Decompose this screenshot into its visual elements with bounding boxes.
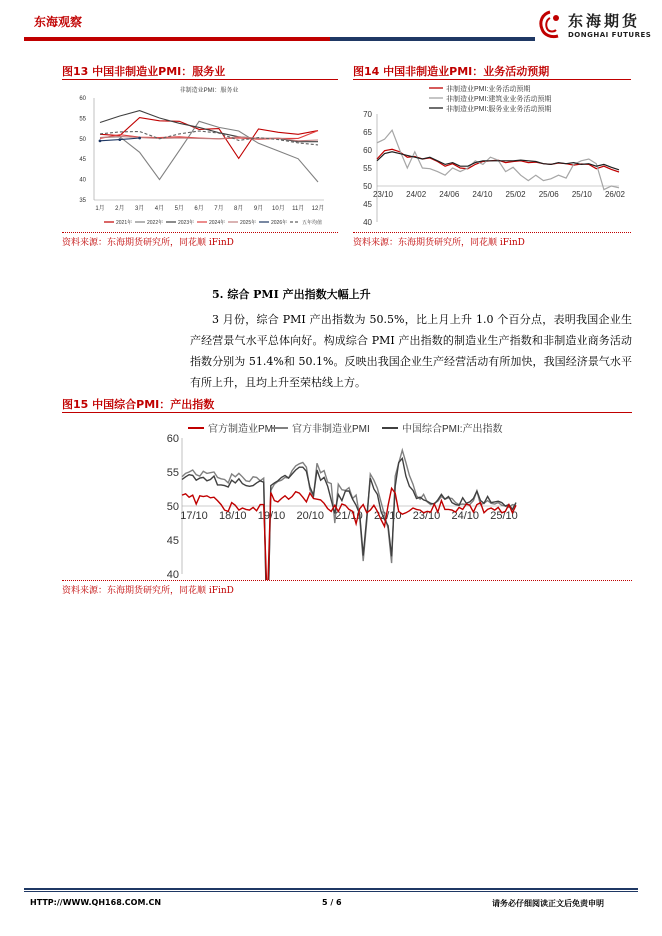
x-tick-label: 3月 (134, 206, 145, 212)
y-tick-label: 40 (363, 218, 372, 227)
y-tick-label: 40 (166, 569, 179, 580)
y-tick-label: 60 (363, 146, 372, 155)
legend-label: 官方非制造业PMI (292, 424, 370, 435)
x-tick-label: 22/10 (373, 510, 402, 522)
x-tick-label: 2月 (115, 206, 125, 212)
x-tick-label: 24/10 (451, 510, 480, 522)
header-divider-navy (330, 37, 535, 41)
fig15-title-rule (62, 412, 632, 413)
footer-rule (24, 888, 638, 890)
x-tick-label: 12月 (311, 206, 325, 212)
x-tick-label: 1月 (95, 206, 105, 212)
header-title: 东海观察 (34, 15, 83, 29)
legend-label: 官方制造业PMI (208, 424, 276, 435)
x-tick-label: 17/10 (180, 510, 208, 522)
legend-label: 非制造业PMI:服务业业务活动预期 (446, 106, 552, 113)
x-tick-label: 9月 (253, 206, 264, 212)
chart13-title: 非制造业PMI：服务业 (179, 88, 239, 94)
y-tick-label: 50 (363, 182, 372, 191)
y-tick-label: 45 (363, 200, 372, 209)
legend-label: 五年均值 (302, 220, 323, 226)
fig14-source: 资料来源：东海期货研究所，同花顺 iFinD (353, 238, 525, 248)
x-tick-label: 25/10 (490, 510, 518, 522)
legend-label: 2023年 (178, 220, 195, 226)
fig13-source-rule (62, 232, 338, 234)
fig14-title: 图14 中国非制造业PMI：业务活动预期 (353, 65, 550, 78)
y-tick-label: 60 (166, 433, 179, 445)
y-tick-label: 35 (79, 198, 86, 204)
legend-label: 2026年 (271, 220, 288, 226)
x-tick-label: 19/10 (257, 510, 286, 522)
fig15-chart (62, 416, 632, 580)
y-tick-label: 45 (79, 157, 86, 164)
x-tick-label: 25/02 (505, 190, 526, 199)
fig14-chart (353, 82, 631, 232)
y-tick-label: 65 (363, 128, 372, 137)
legend-label: 2022年 (147, 220, 164, 226)
section-heading: 5. 综合 PMI 产出指数大幅上升 (212, 288, 371, 301)
footer-url: HTTP://WWW.QH168.COM.CN (30, 898, 162, 907)
x-tick-label: 5月 (174, 206, 184, 212)
fig13-title: 图13 中国非制造业PMI：服务业 (62, 65, 226, 78)
fig15-source: 资料来源：东海期货研究所，同花顺 iFinD (62, 586, 234, 596)
fig14-source-rule (353, 232, 631, 234)
x-tick-label: 26/02 (604, 190, 626, 199)
y-tick-label: 60 (79, 96, 86, 102)
legend-label: 2021年 (116, 220, 133, 226)
data-point (118, 138, 121, 141)
y-tick-label: 55 (166, 467, 179, 479)
y-tick-label: 70 (363, 110, 372, 119)
logo-name-en: DONGHAI FUTURES (568, 31, 652, 39)
logo-name-cn: 东海期货 (568, 12, 641, 30)
legend-label: 2024年 (209, 220, 226, 226)
series-line (377, 130, 619, 189)
x-tick-label: 10月 (272, 206, 285, 212)
legend-label: 中国综合PMI:产出指数 (402, 424, 503, 435)
x-tick-label: 24/10 (472, 190, 493, 199)
data-point (138, 137, 141, 140)
y-tick-label: 40 (79, 177, 86, 184)
x-tick-label: 20/10 (296, 510, 325, 522)
fig14-title-rule (353, 79, 631, 80)
x-tick-label: 4月 (154, 206, 165, 212)
x-tick-label: 25/06 (538, 190, 559, 199)
x-tick-label: 6月 (194, 206, 204, 212)
x-tick-label: 25/10 (571, 190, 592, 199)
legend-label: 2025年 (240, 220, 257, 226)
x-tick-label: 18/10 (218, 510, 247, 522)
footer-page-number: 5 / 6 (322, 898, 342, 907)
y-tick-label: 50 (79, 136, 86, 143)
x-tick-label: 24/06 (439, 190, 460, 199)
legend-label: 非制造业PMI:建筑业业务活动预期 (446, 96, 552, 103)
section-paragraph: 3 月份，综合 PMI 产出指数为 50.5%，比上月上升 1.0 个百分点，表明我国企业生产经营景气水平总体向好。构成综合 PMI 产出指数的制造业生产指数和非制造业商务活动指数分别为 51.4%和 50.1%。反映出我国企业生产经营活动有所加快，我国经济景气水平有所上升，且均上升至荣枯线上方。 (190, 313, 632, 389)
y-tick-label: 45 (166, 535, 179, 547)
x-tick-label: 23/10 (372, 190, 394, 199)
dragon-logo-icon (536, 10, 564, 40)
fig15-source-rule (62, 580, 632, 582)
footer-disclaimer: 请务必仔细阅读正文后免责申明 (492, 899, 604, 908)
fig13-title-rule (62, 79, 338, 80)
x-tick-label: 24/02 (406, 190, 427, 199)
data-point (99, 139, 102, 142)
fig15-title: 图15 中国综合PMI：产出指数 (62, 398, 215, 411)
footer-rule-thin (24, 891, 638, 892)
fig13-chart (62, 82, 338, 232)
header-divider-red (24, 37, 330, 41)
legend-label: 非制造业PMI:业务活动预期 (446, 86, 531, 93)
x-tick-label: 21/10 (335, 510, 363, 522)
x-tick-label: 8月 (234, 206, 244, 212)
y-tick-label: 55 (363, 164, 372, 173)
y-tick-label: 50 (166, 501, 179, 513)
x-tick-label: 11月 (292, 206, 305, 212)
x-tick-label: 7月 (214, 206, 224, 212)
fig13-source: 资料来源：东海期货研究所，同花顺 iFinD (62, 238, 234, 248)
x-tick-label: 23/10 (412, 510, 441, 522)
y-tick-label: 55 (79, 116, 86, 123)
